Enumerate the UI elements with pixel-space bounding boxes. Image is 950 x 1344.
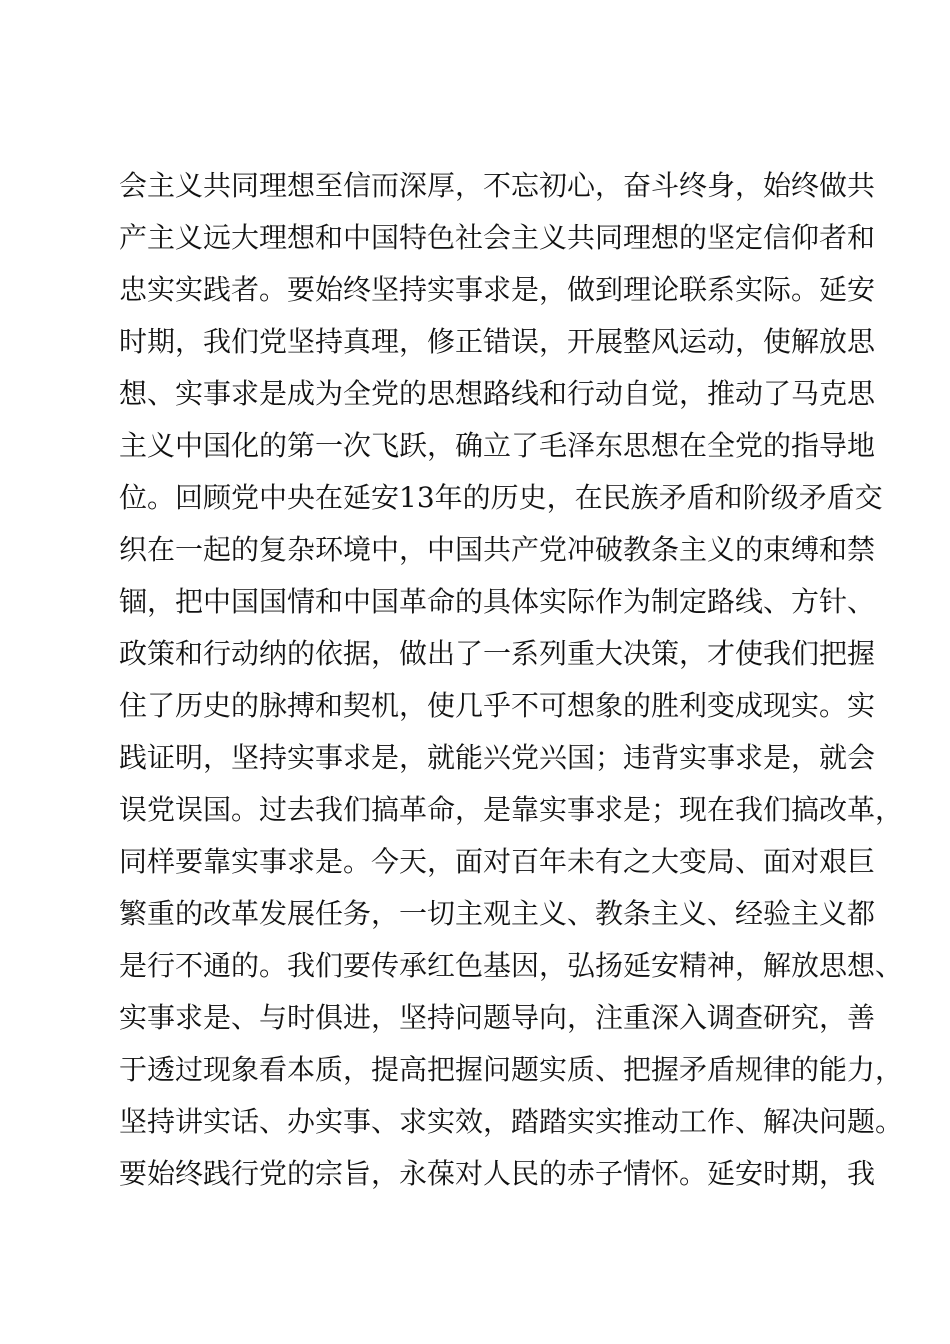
text-line: 繁重的改革发展任务，一切主观主义、教条主义、经验主义都 [119,897,876,930]
text-line: 主义中国化的第一次飞跃，确立了毛泽东思想在全党的指导地 [119,429,876,462]
body-text [119,160,904,1200]
text-line: 实事求是、与时俱进，坚持问题导向，注重深入调查研究，善 [119,1001,876,1034]
text-line: 是行不通的。我们要传承红色基因，弘扬延安精神，解放思想、 [119,949,904,982]
text-line: 践证明，坚持实事求是，就能兴党兴国；违背实事求是，就会 [119,741,876,774]
text-line: 政策和行动纳的依据，做出了一系列重大决策，才使我们把握 [119,637,876,670]
text-line: 位。回顾党中央在延安13年的历史，在民族矛盾和阶级矛盾交 [119,481,883,514]
text-line: 于透过现象看本质，提高把握问题实质、把握矛盾规律的能力， [119,1053,904,1086]
text-line: 织在一起的复杂环境中，中国共产党冲破教条主义的束缚和禁 [119,533,876,566]
text-line: 会主义共同理想至信而深厚，不忘初心，奋斗终身，始终做共 [119,169,876,202]
text-line: 同样要靠实事求是。今天，面对百年未有之大变局、面对艰巨 [119,845,876,878]
text-line: 时期，我们党坚持真理，修正错误，开展整风运动，使解放思 [119,325,876,358]
text-line: 住了历史的脉搏和契机，使几乎不可想象的胜利变成现实。实 [119,689,876,722]
text-line: 产主义远大理想和中国特色社会主义共同理想的坚定信仰者和 [119,221,876,254]
text-line: 想、实事求是成为全党的思想路线和行动自觉，推动了马克思 [119,377,876,410]
text-line: 要始终践行党的宗旨，永葆对人民的赤子情怀。延安时期，我 [119,1157,876,1190]
text-line: 坚持讲实话、办实事、求实效，踏踏实实推动工作、解决问题。 [119,1105,904,1138]
text-line: 误党误国。过去我们搞革命，是靠实事求是；现在我们搞改革， [119,793,904,826]
text-line: 忠实实践者。要始终坚持实事求是，做到理论联系实际。延安 [119,273,876,306]
text-line: 锢，把中国国情和中国革命的具体实际作为制定路线、方针、 [119,585,876,618]
